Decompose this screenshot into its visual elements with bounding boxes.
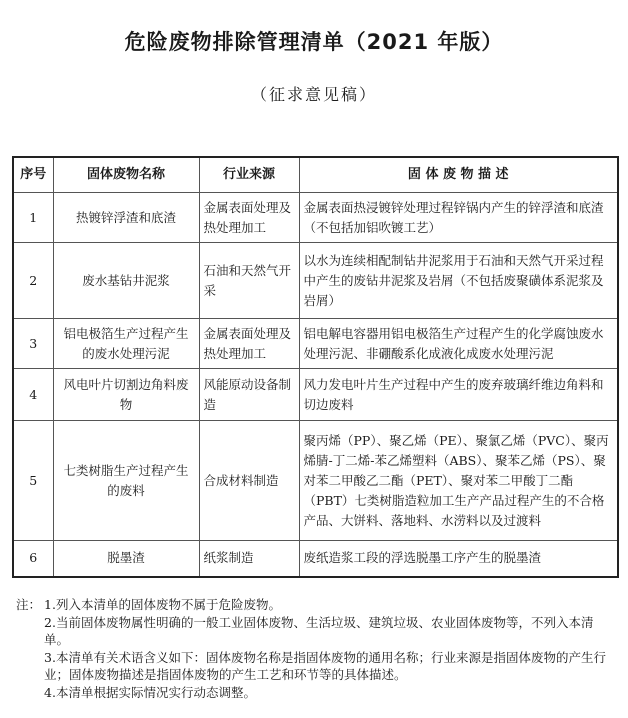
row-waste-name: 铝电极箔生产过程产生的废水处理污泥: [53, 319, 199, 369]
row-index: 2: [13, 243, 53, 319]
row-waste-description: 铝电解电容器用铝电极箔生产过程产生的化学腐蚀废水处理污泥、非硼酸系化成液化成废水处理污泥: [299, 319, 618, 369]
row-waste-description: 风力发电叶片生产过程中产生的废弃玻璃纤维边角料和切边废料: [299, 369, 618, 421]
row-waste-description: 金属表面热浸镀锌处理过程锌锅内产生的锌浮渣和底渣（不包括加铝吹镀工艺）: [299, 193, 618, 243]
notes-section: [16, 596, 616, 701]
note-text: 列入本清单的固体废物不属于危险废物。: [55, 597, 281, 612]
header-waste-name: 固体废物名称: [53, 157, 199, 193]
row-industry-source: 金属表面处理及热处理加工: [199, 193, 299, 243]
page-subtitle: （征求意见稿）: [250, 85, 377, 104]
note-number: 2.: [44, 614, 56, 630]
table-row: [13, 193, 618, 243]
note-text: 当前固体废物属性明确的一般工业固体废物、生活垃圾、建筑垃圾、农业固体废物等，不列入本清单。: [44, 614, 594, 647]
note-item: [16, 649, 616, 684]
header-index: 序号: [13, 157, 53, 193]
row-index: 6: [13, 541, 53, 577]
table-row: [13, 541, 618, 577]
table-row: [13, 243, 618, 319]
table-row: [13, 421, 618, 541]
row-waste-name: 七类树脂生产过程产生的废料: [53, 421, 199, 541]
note-number: 3.: [44, 649, 56, 665]
table-header-row: [13, 157, 618, 193]
row-waste-description: 废纸造浆工段的浮选脱墨工序产生的脱墨渣: [299, 541, 618, 577]
table-row: [13, 369, 618, 421]
waste-exclusion-table: [12, 156, 619, 578]
header-industry-source: 行业来源: [199, 157, 299, 193]
row-industry-source: 石油和天然气开采: [199, 243, 299, 319]
table-row: [13, 319, 618, 369]
page-title: 危险废物排除管理清单（2021 年版）: [124, 30, 504, 54]
row-industry-source: 合成材料制造: [199, 421, 299, 541]
note-text: 本清单根据实际情况实行动态调整。: [55, 684, 256, 700]
row-index: 3: [13, 319, 53, 369]
note-text: 本清单有关术语含义如下：固体废物名称是指固体废物的通用名称；行业来源是指固体废物的产生行业；固体废物描述是指固体废物的产生工艺和环节等的具体描述。: [44, 649, 606, 682]
row-waste-name: 风电叶片切割边角料废物: [53, 369, 199, 421]
row-waste-name: 脱墨渣: [53, 541, 199, 577]
row-index: 1: [13, 193, 53, 243]
note-number: 1.: [44, 597, 56, 612]
row-industry-source: 纸浆制造: [199, 541, 299, 577]
row-waste-name: 废水基钻井泥浆: [53, 243, 199, 319]
row-waste-description: 聚丙烯（PP）、聚乙烯（PE）、聚氯乙烯（PVC）、聚丙烯腈-丁二烯-苯乙烯塑料（ABS）、聚苯乙烯（PS）、聚对苯二甲酸乙二酯（PET）、聚对苯二甲酸丁二酯（PBT）七类树脂造粒加工生产产品过程产生的不合格产品、大饼料、落地料、水涝料以及过渡料: [299, 421, 618, 541]
row-index: 4: [13, 369, 53, 421]
row-industry-source: 风能原动设备制造: [199, 369, 299, 421]
note-item: [16, 684, 616, 702]
row-index: 5: [13, 421, 53, 541]
note-item: [16, 614, 616, 649]
row-waste-name: 热镀锌浮渣和底渣: [53, 193, 199, 243]
note-item: [16, 596, 616, 614]
header-waste-description: 固 体 废 物 描 述: [299, 157, 618, 193]
notes-prefix: 注：: [16, 597, 42, 612]
row-industry-source: 金属表面处理及热处理加工: [199, 319, 299, 369]
row-waste-description: 以水为连续相配制钻井泥浆用于石油和天然气开采过程中产生的废钻井泥浆及岩屑（不包括废聚磺体系泥浆及岩屑）: [299, 243, 618, 319]
note-number: 4.: [44, 684, 56, 700]
